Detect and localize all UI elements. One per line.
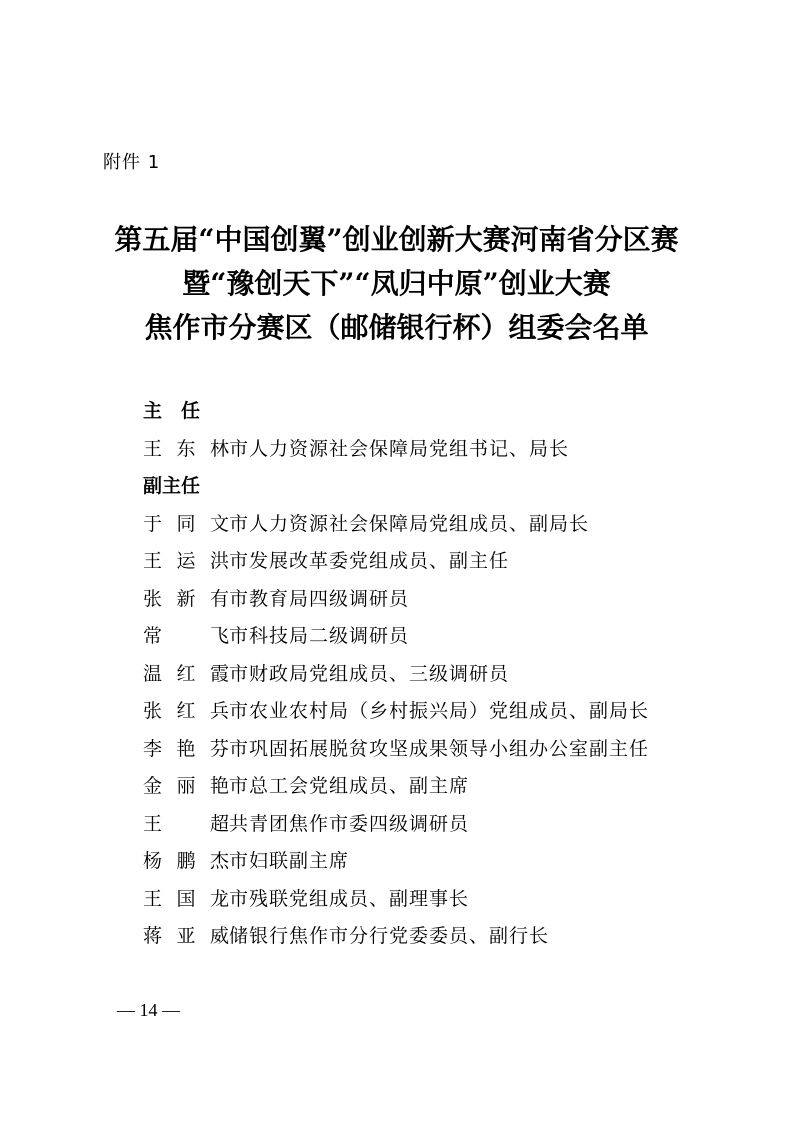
member-position: 市科技局二级调研员 <box>229 625 410 647</box>
member-row <box>143 431 703 469</box>
page-number: — 14 — <box>117 1000 180 1020</box>
member-name: 蒋亚威 <box>143 925 229 947</box>
member-position: 市教育局四级调研员 <box>229 587 410 610</box>
member-name: 于同文 <box>143 512 229 535</box>
title-line-2: 暨“豫创天下”“凤归中原”创业大赛 <box>182 267 611 300</box>
member-row <box>143 768 703 806</box>
committee-member-list <box>143 393 703 956</box>
member-position: 市人力资源社会保障局党组成员、副局长 <box>229 512 590 535</box>
member-row <box>143 806 703 844</box>
member-position: 市发展改革委党组成员、副主任 <box>229 550 510 572</box>
director-heading: 主 任 <box>143 400 201 422</box>
member-row <box>143 843 703 881</box>
member-position: 市农业农村局（乡村振兴局）党组成员、副局长 <box>229 700 650 722</box>
member-name: 王 超 <box>143 812 229 835</box>
title-line-1: 第五届“中国创翼”创业创新大赛河南省分区赛 <box>114 223 679 256</box>
member-position: 市妇联副主席 <box>229 850 350 872</box>
member-position: 市残联党组成员、副理事长 <box>229 887 470 910</box>
member-row <box>143 543 703 581</box>
member-position: 市总工会党组成员、副主席 <box>229 775 470 797</box>
member-row <box>143 731 703 769</box>
document-title <box>60 218 733 350</box>
member-name: 张新有 <box>143 587 229 610</box>
member-name: 王东林 <box>143 437 229 460</box>
member-name: 张红兵 <box>143 700 229 722</box>
member-row <box>143 618 703 656</box>
member-position: 共青团焦作市委四级调研员 <box>229 812 470 835</box>
deputy-director-heading: 副主任 <box>143 475 201 497</box>
member-row <box>143 656 703 694</box>
member-name: 王国龙 <box>143 887 229 910</box>
member-name: 常 飞 <box>143 625 229 647</box>
member-row <box>143 506 703 544</box>
title-line-3: 焦作市分赛区（邮储银行杯）组委会名单 <box>144 311 649 344</box>
member-position: 市人力资源社会保障局党组书记、局长 <box>229 437 570 460</box>
attachment-label: 附件 1 <box>103 152 161 173</box>
member-row <box>143 693 703 731</box>
member-row <box>143 881 703 919</box>
member-name: 温红霞 <box>143 662 229 685</box>
member-position: 市财政局党组成员、三级调研员 <box>229 662 510 685</box>
member-row <box>143 581 703 619</box>
member-name: 王运洪 <box>143 550 229 572</box>
member-name: 杨鹏杰 <box>143 850 229 872</box>
member-position: 市巩固拓展脱贫攻坚成果领导小组办公室副主任 <box>229 737 650 760</box>
member-row <box>143 918 703 956</box>
member-name: 金丽艳 <box>143 775 229 797</box>
member-position: 储银行焦作市分行党委委员、副行长 <box>229 925 550 947</box>
member-name: 李艳芬 <box>143 737 229 760</box>
